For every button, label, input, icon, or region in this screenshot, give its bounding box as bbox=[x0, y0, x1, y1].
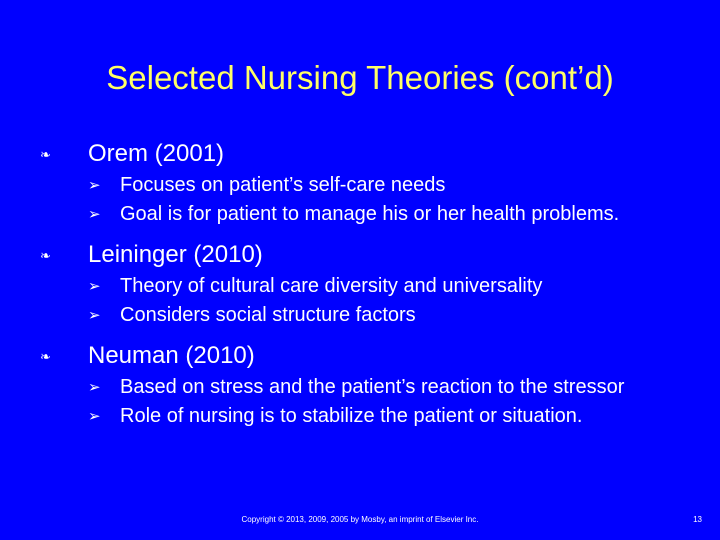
sub-bullet-text: Theory of cultural care diversity and universality bbox=[120, 275, 543, 297]
copyright-footer: Copyright © 2013, 2009, 2005 by Mosby, an imprint of Elsevier Inc. bbox=[241, 515, 479, 524]
sub-bullet-text: Role of nursing is to stabilize the patient or situation. bbox=[120, 405, 583, 427]
sub-bullet-item bbox=[88, 301, 700, 330]
arrowhead-icon: ➢ bbox=[88, 307, 101, 324]
bullet-group-orem bbox=[40, 138, 700, 229]
sub-bullet-text: Considers social structure factors bbox=[120, 304, 416, 326]
bullet-item bbox=[40, 239, 700, 272]
sub-bullet-item bbox=[88, 272, 700, 301]
arrowhead-icon: ➢ bbox=[88, 206, 101, 223]
bullet-item bbox=[40, 340, 700, 373]
slide-title: Selected Nursing Theories (cont’d) bbox=[106, 59, 614, 96]
wingding-bullet-icon: ❧ bbox=[40, 147, 51, 162]
bullet-item bbox=[40, 138, 700, 171]
arrowhead-icon: ➢ bbox=[88, 278, 101, 295]
bullet-text: Leininger (2010) bbox=[88, 241, 263, 268]
slide-content bbox=[40, 138, 700, 431]
sub-list bbox=[88, 272, 700, 330]
wingding-bullet-icon: ❧ bbox=[40, 349, 51, 364]
bullet-text: Orem (2001) bbox=[88, 140, 225, 167]
sub-list bbox=[88, 373, 700, 431]
bullet-group-leininger bbox=[40, 239, 700, 330]
sub-list bbox=[88, 171, 700, 229]
bullet-group-neuman bbox=[40, 340, 700, 431]
sub-bullet-text: Focuses on patient’s self-care needs bbox=[120, 174, 446, 196]
sub-bullet-item bbox=[88, 402, 700, 431]
sub-bullet-item bbox=[88, 171, 700, 200]
arrowhead-icon: ➢ bbox=[88, 408, 101, 425]
page-number: 13 bbox=[693, 515, 702, 524]
sub-bullet-item bbox=[88, 373, 700, 402]
bullet-text: Neuman (2010) bbox=[88, 342, 255, 369]
arrowhead-icon: ➢ bbox=[88, 379, 101, 396]
sub-bullet-text: Based on stress and the patient’s reaction to the stressor bbox=[120, 376, 625, 398]
arrowhead-icon: ➢ bbox=[88, 177, 101, 194]
sub-bullet-item bbox=[88, 200, 700, 229]
sub-bullet-text: Goal is for patient to manage his or her health problems. bbox=[120, 203, 620, 225]
wingding-bullet-icon: ❧ bbox=[40, 248, 51, 263]
